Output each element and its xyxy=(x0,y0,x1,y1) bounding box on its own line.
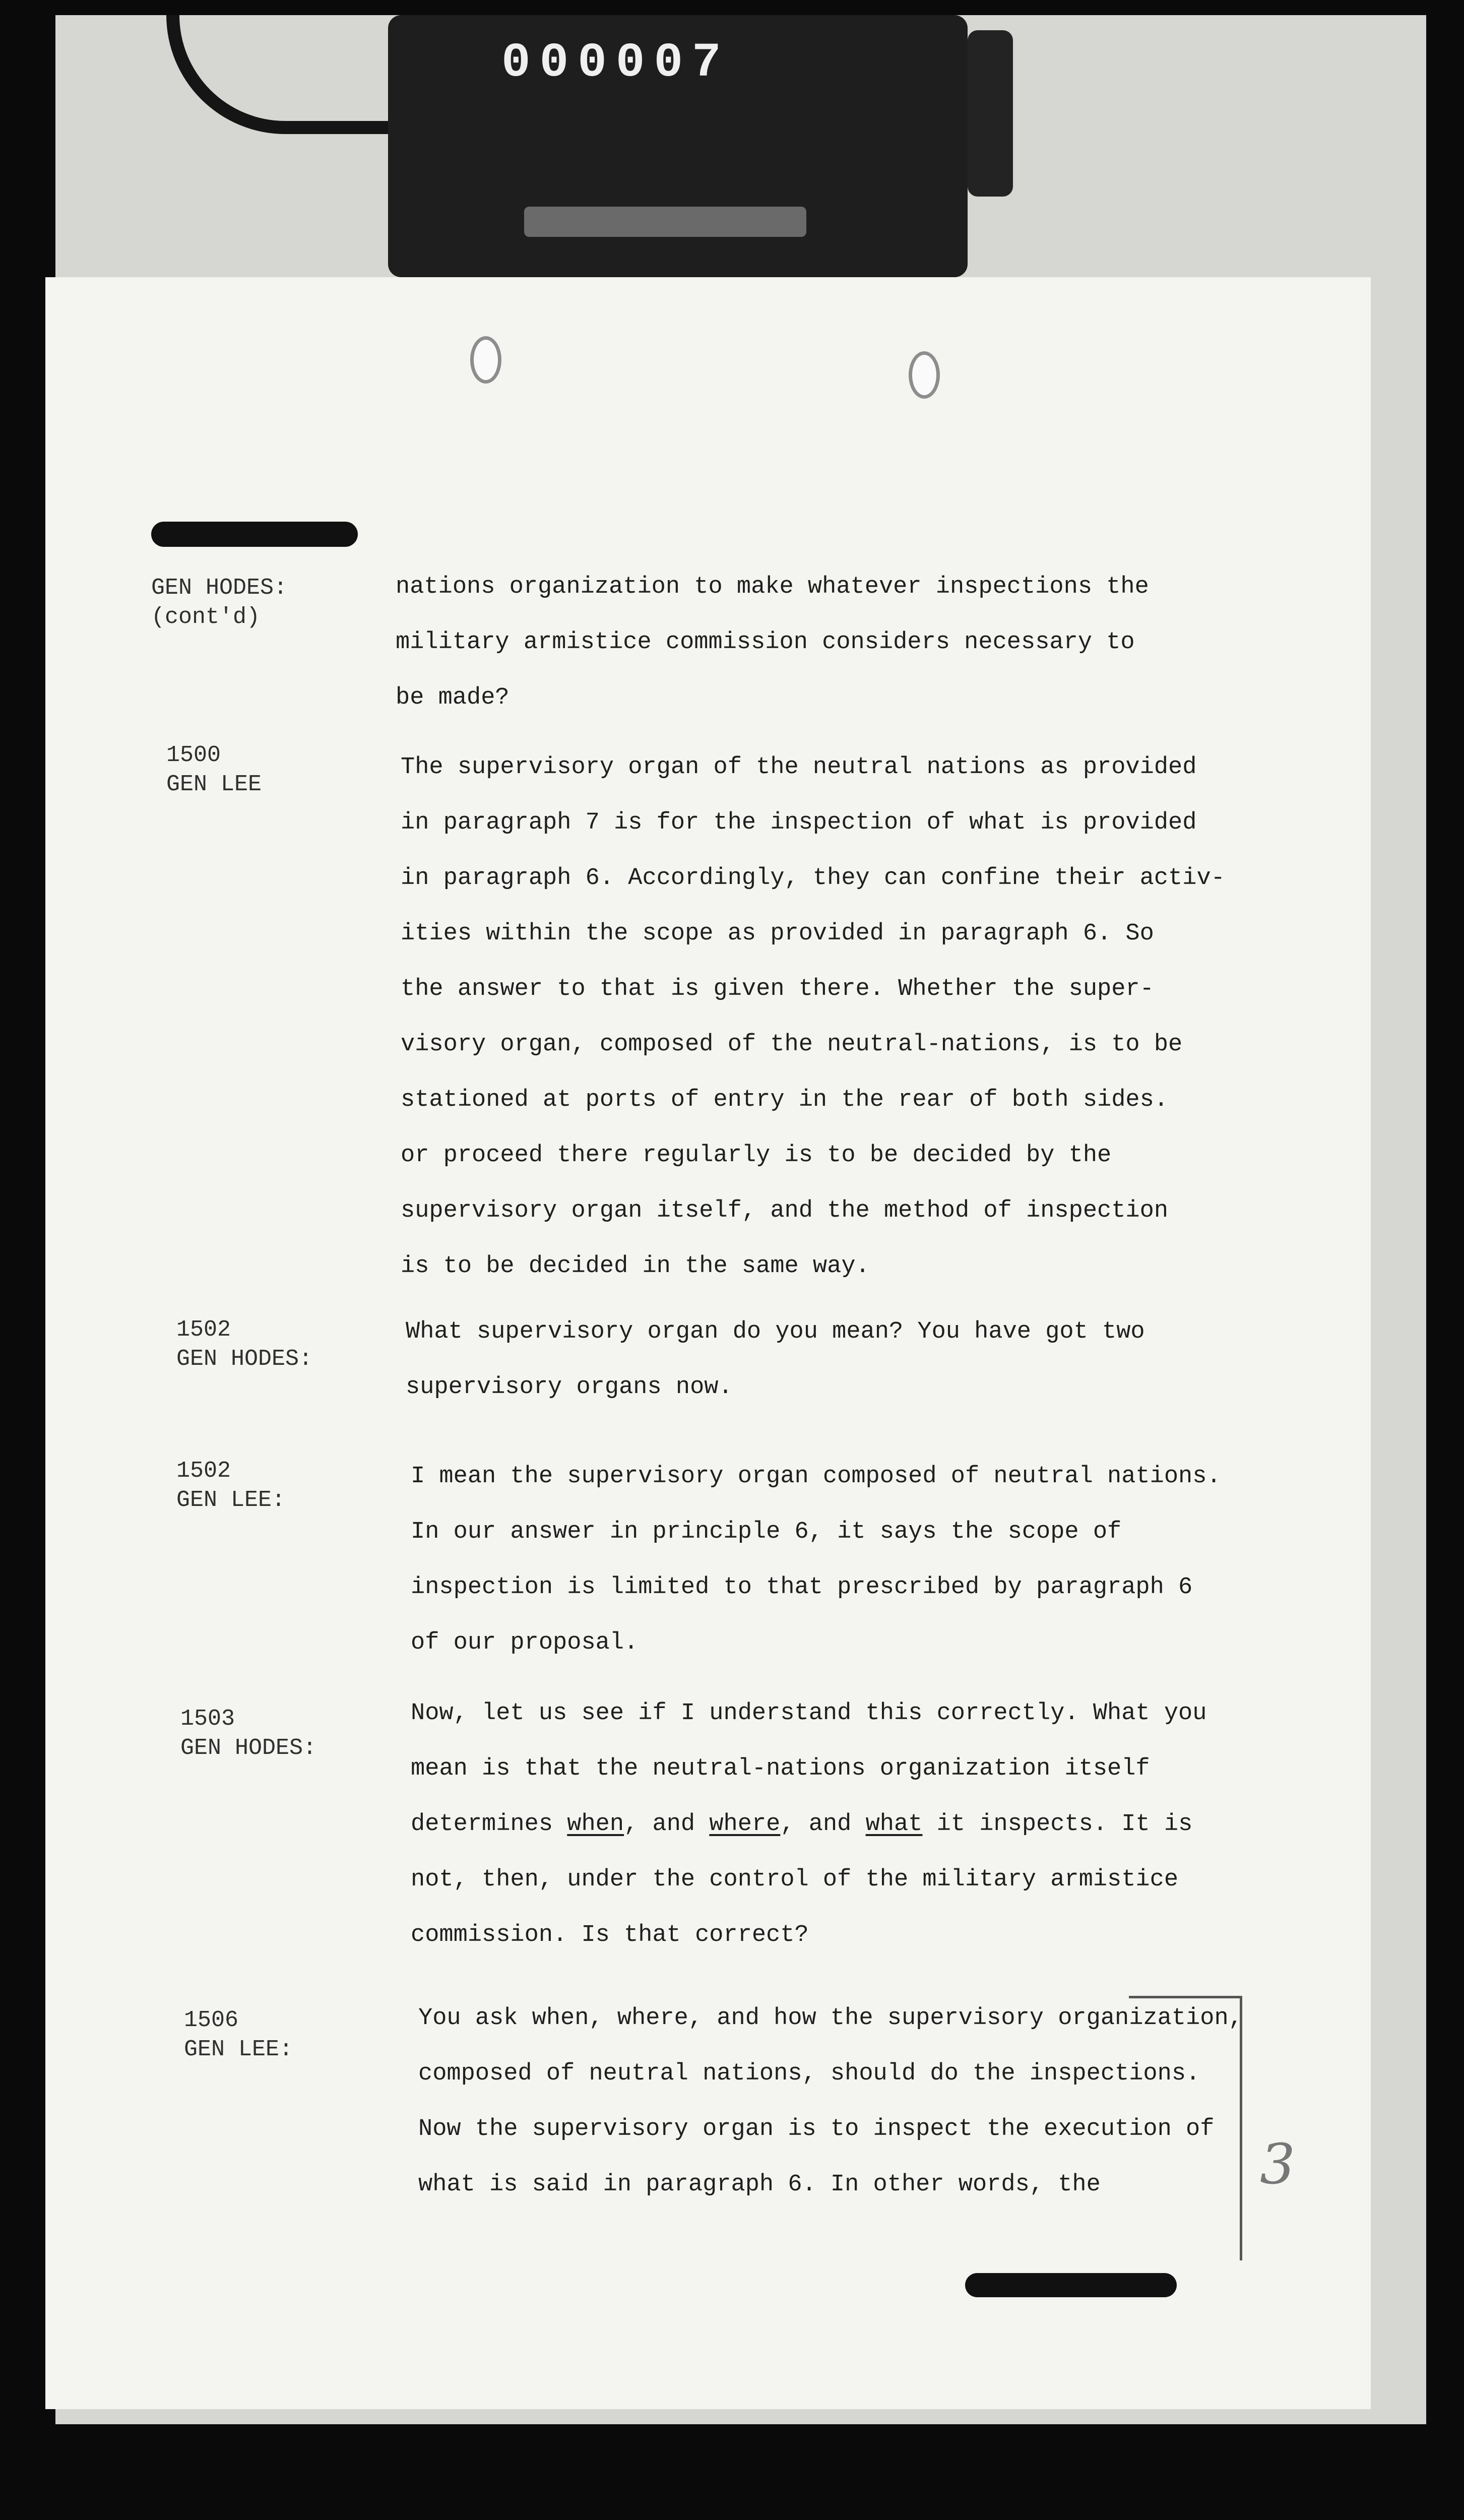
speaker-label: 1503 GEN HODES: xyxy=(180,1706,317,1761)
text-line: military armistice commission considers necessary to xyxy=(396,629,1135,656)
underlined-word: where xyxy=(709,1811,781,1838)
speaker-label: 1500 GEN LEE xyxy=(166,742,262,797)
text-line: is to be decided in the same way. xyxy=(401,1253,870,1280)
text-line: Now the supervisory organ is to inspect the execution of xyxy=(418,2116,1215,2143)
text-line: commission. Is that correct? xyxy=(411,1922,809,1948)
text-line: the answer to that is given there. Whether the super- xyxy=(401,976,1154,1002)
underlined-word: what xyxy=(865,1811,923,1838)
text-line: visory organ, composed of the neutral-nations, is to be xyxy=(401,1031,1183,1058)
text-line: not, then, under the control of the military armistice xyxy=(411,1866,1179,1893)
speaker-label: 1502 GEN HODES: xyxy=(176,1317,313,1372)
speech-block xyxy=(411,1686,1206,1963)
text-line: composed of neutral nations, should do the inspections. xyxy=(418,2060,1200,2087)
speech-block xyxy=(411,1449,1221,1671)
text-line: in paragraph 7 is for the inspection of what is provided xyxy=(401,809,1197,836)
text-line: nations organization to make whatever inspections the xyxy=(396,574,1149,600)
text-line: in paragraph 6. Accordingly, they can confine their activ- xyxy=(401,865,1225,892)
text-line: The supervisory organ of the neutral nations as provided xyxy=(401,754,1197,781)
punch-hole-right xyxy=(909,351,940,399)
underlined-word: when xyxy=(567,1811,624,1838)
text-line: of our proposal. xyxy=(411,1629,639,1656)
redaction-bar-bottom xyxy=(965,2273,1177,2297)
text-line: stationed at ports of entry in the rear of both sides. xyxy=(401,1087,1169,1113)
speech-block xyxy=(396,559,1149,726)
speech-block xyxy=(406,1304,1145,1415)
handwritten-bracket xyxy=(1129,1996,1242,2260)
text-line: What supervisory organ do you mean? You have got two xyxy=(406,1318,1145,1345)
text-line: Now, let us see if I understand this correctly. What you xyxy=(411,1700,1207,1727)
handwritten-mark: 3 xyxy=(1260,2132,1295,2196)
text-line: In our answer in principle 6, it says the scope of xyxy=(411,1519,1122,1545)
text-line: be made? xyxy=(396,684,510,711)
text-line: inspection is limited to that prescribed by paragraph 6 xyxy=(411,1574,1193,1601)
frame-counter-device xyxy=(388,15,968,277)
speech-block xyxy=(401,740,1225,1294)
frame-counter-digits: 000007 xyxy=(501,35,730,90)
text-line: You ask when, where, and how the supervisory organization, xyxy=(418,2005,1243,2032)
punch-hole-left xyxy=(470,336,501,384)
text-line: ities within the scope as provided in paragraph 6. So xyxy=(401,920,1154,947)
text-line: supervisory organs now. xyxy=(406,1374,733,1401)
counter-plate xyxy=(524,207,806,237)
speaker-label: GEN HODES: (cont'd) xyxy=(151,575,288,630)
text-line: supervisory organ itself, and the method of inspection xyxy=(401,1198,1169,1224)
speaker-label: 1502 GEN LEE: xyxy=(176,1458,286,1513)
text-line: mean is that the neutral-nations organization itself xyxy=(411,1755,1150,1782)
redaction-bar-top xyxy=(151,522,358,547)
text-line: what is said in paragraph 6. In other words, the xyxy=(418,2171,1101,2198)
speech-block xyxy=(418,1991,1243,2213)
counter-knob xyxy=(968,30,1013,197)
text-line: or proceed there regularly is to be decided by the xyxy=(401,1142,1112,1169)
speaker-label: 1506 GEN LEE: xyxy=(184,2007,293,2062)
text-line: determines when, and where, and what it inspects. It is xyxy=(411,1811,1193,1838)
text-line: I mean the supervisory organ composed of neutral nations. xyxy=(411,1463,1221,1490)
